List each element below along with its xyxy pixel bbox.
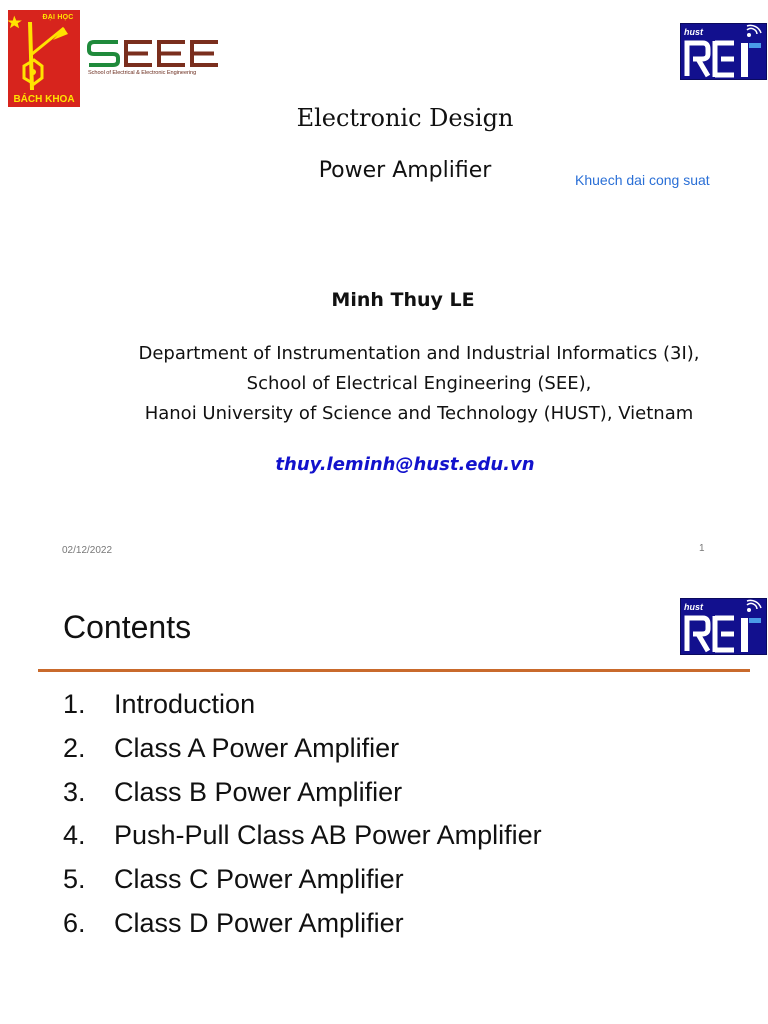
item-number: 1. xyxy=(63,689,86,719)
contents-item[interactable] xyxy=(63,814,542,858)
slide-date: 02/12/2022 xyxy=(62,545,113,556)
rei-wordmark-icon xyxy=(681,599,766,654)
svg-text:hust: hust xyxy=(684,602,703,612)
hust-rei-logo xyxy=(680,598,767,655)
contents-heading: Contents xyxy=(63,609,192,645)
item-number: 3. xyxy=(63,776,86,807)
item-number: 2. xyxy=(63,732,86,763)
contents-item[interactable] xyxy=(63,858,542,902)
item-number: 6. xyxy=(63,907,86,938)
hust-rei-logo xyxy=(680,23,767,80)
contents-slide xyxy=(0,583,768,1024)
item-number: 5. xyxy=(63,864,86,895)
slide-subtitle: Power Amplifier xyxy=(318,158,492,183)
seee-subtitle: School of Electrical & Electronic Engineering xyxy=(88,70,197,76)
item-label: Class D Power Amplifier xyxy=(114,907,404,938)
svg-text:hust: hust xyxy=(684,27,703,37)
rei-wordmark-icon xyxy=(681,24,766,79)
page-number: 1 xyxy=(699,543,705,554)
affiliation-block xyxy=(0,339,768,429)
contents-item[interactable] xyxy=(63,902,542,946)
item-label: Push-Pull Class AB Power Amplifier xyxy=(114,820,542,851)
contents-item[interactable] xyxy=(63,727,542,771)
seee-wordmark-icon xyxy=(86,36,221,68)
item-label: Class C Power Amplifier xyxy=(114,864,404,895)
bach-khoa-bottom-text: BÁCH KHOA xyxy=(13,94,75,105)
contents-list xyxy=(63,683,542,946)
author-name: Minh Thuy LE xyxy=(331,289,475,311)
bach-khoa-emblem-icon xyxy=(8,10,80,107)
item-label: Class B Power Amplifier xyxy=(114,776,403,807)
contents-item[interactable] xyxy=(63,771,542,815)
affiliation-line: Department of Instrumentation and Industrial Informatics (3I), xyxy=(138,343,700,364)
author-email-link[interactable]: thuy.leminh@hust.edu.vn xyxy=(275,454,535,475)
title-divider xyxy=(38,669,750,672)
seee-logo xyxy=(86,36,221,82)
bach-khoa-top-text: ĐẠI HỌC xyxy=(42,14,74,21)
item-label: Introduction xyxy=(114,689,256,719)
annotation-note: Khuech dai cong suat xyxy=(575,172,710,188)
slide-title: Electronic Design xyxy=(296,104,514,132)
item-label: Class A Power Amplifier xyxy=(114,732,400,763)
bach-khoa-logo xyxy=(8,10,80,107)
affiliation-line: School of Electrical Engineering (SEE), xyxy=(246,373,592,394)
contents-item[interactable] xyxy=(63,683,542,727)
item-number: 4. xyxy=(63,820,86,851)
affiliation-line: Hanoi University of Science and Technology (HUST), Vietnam xyxy=(144,403,694,424)
